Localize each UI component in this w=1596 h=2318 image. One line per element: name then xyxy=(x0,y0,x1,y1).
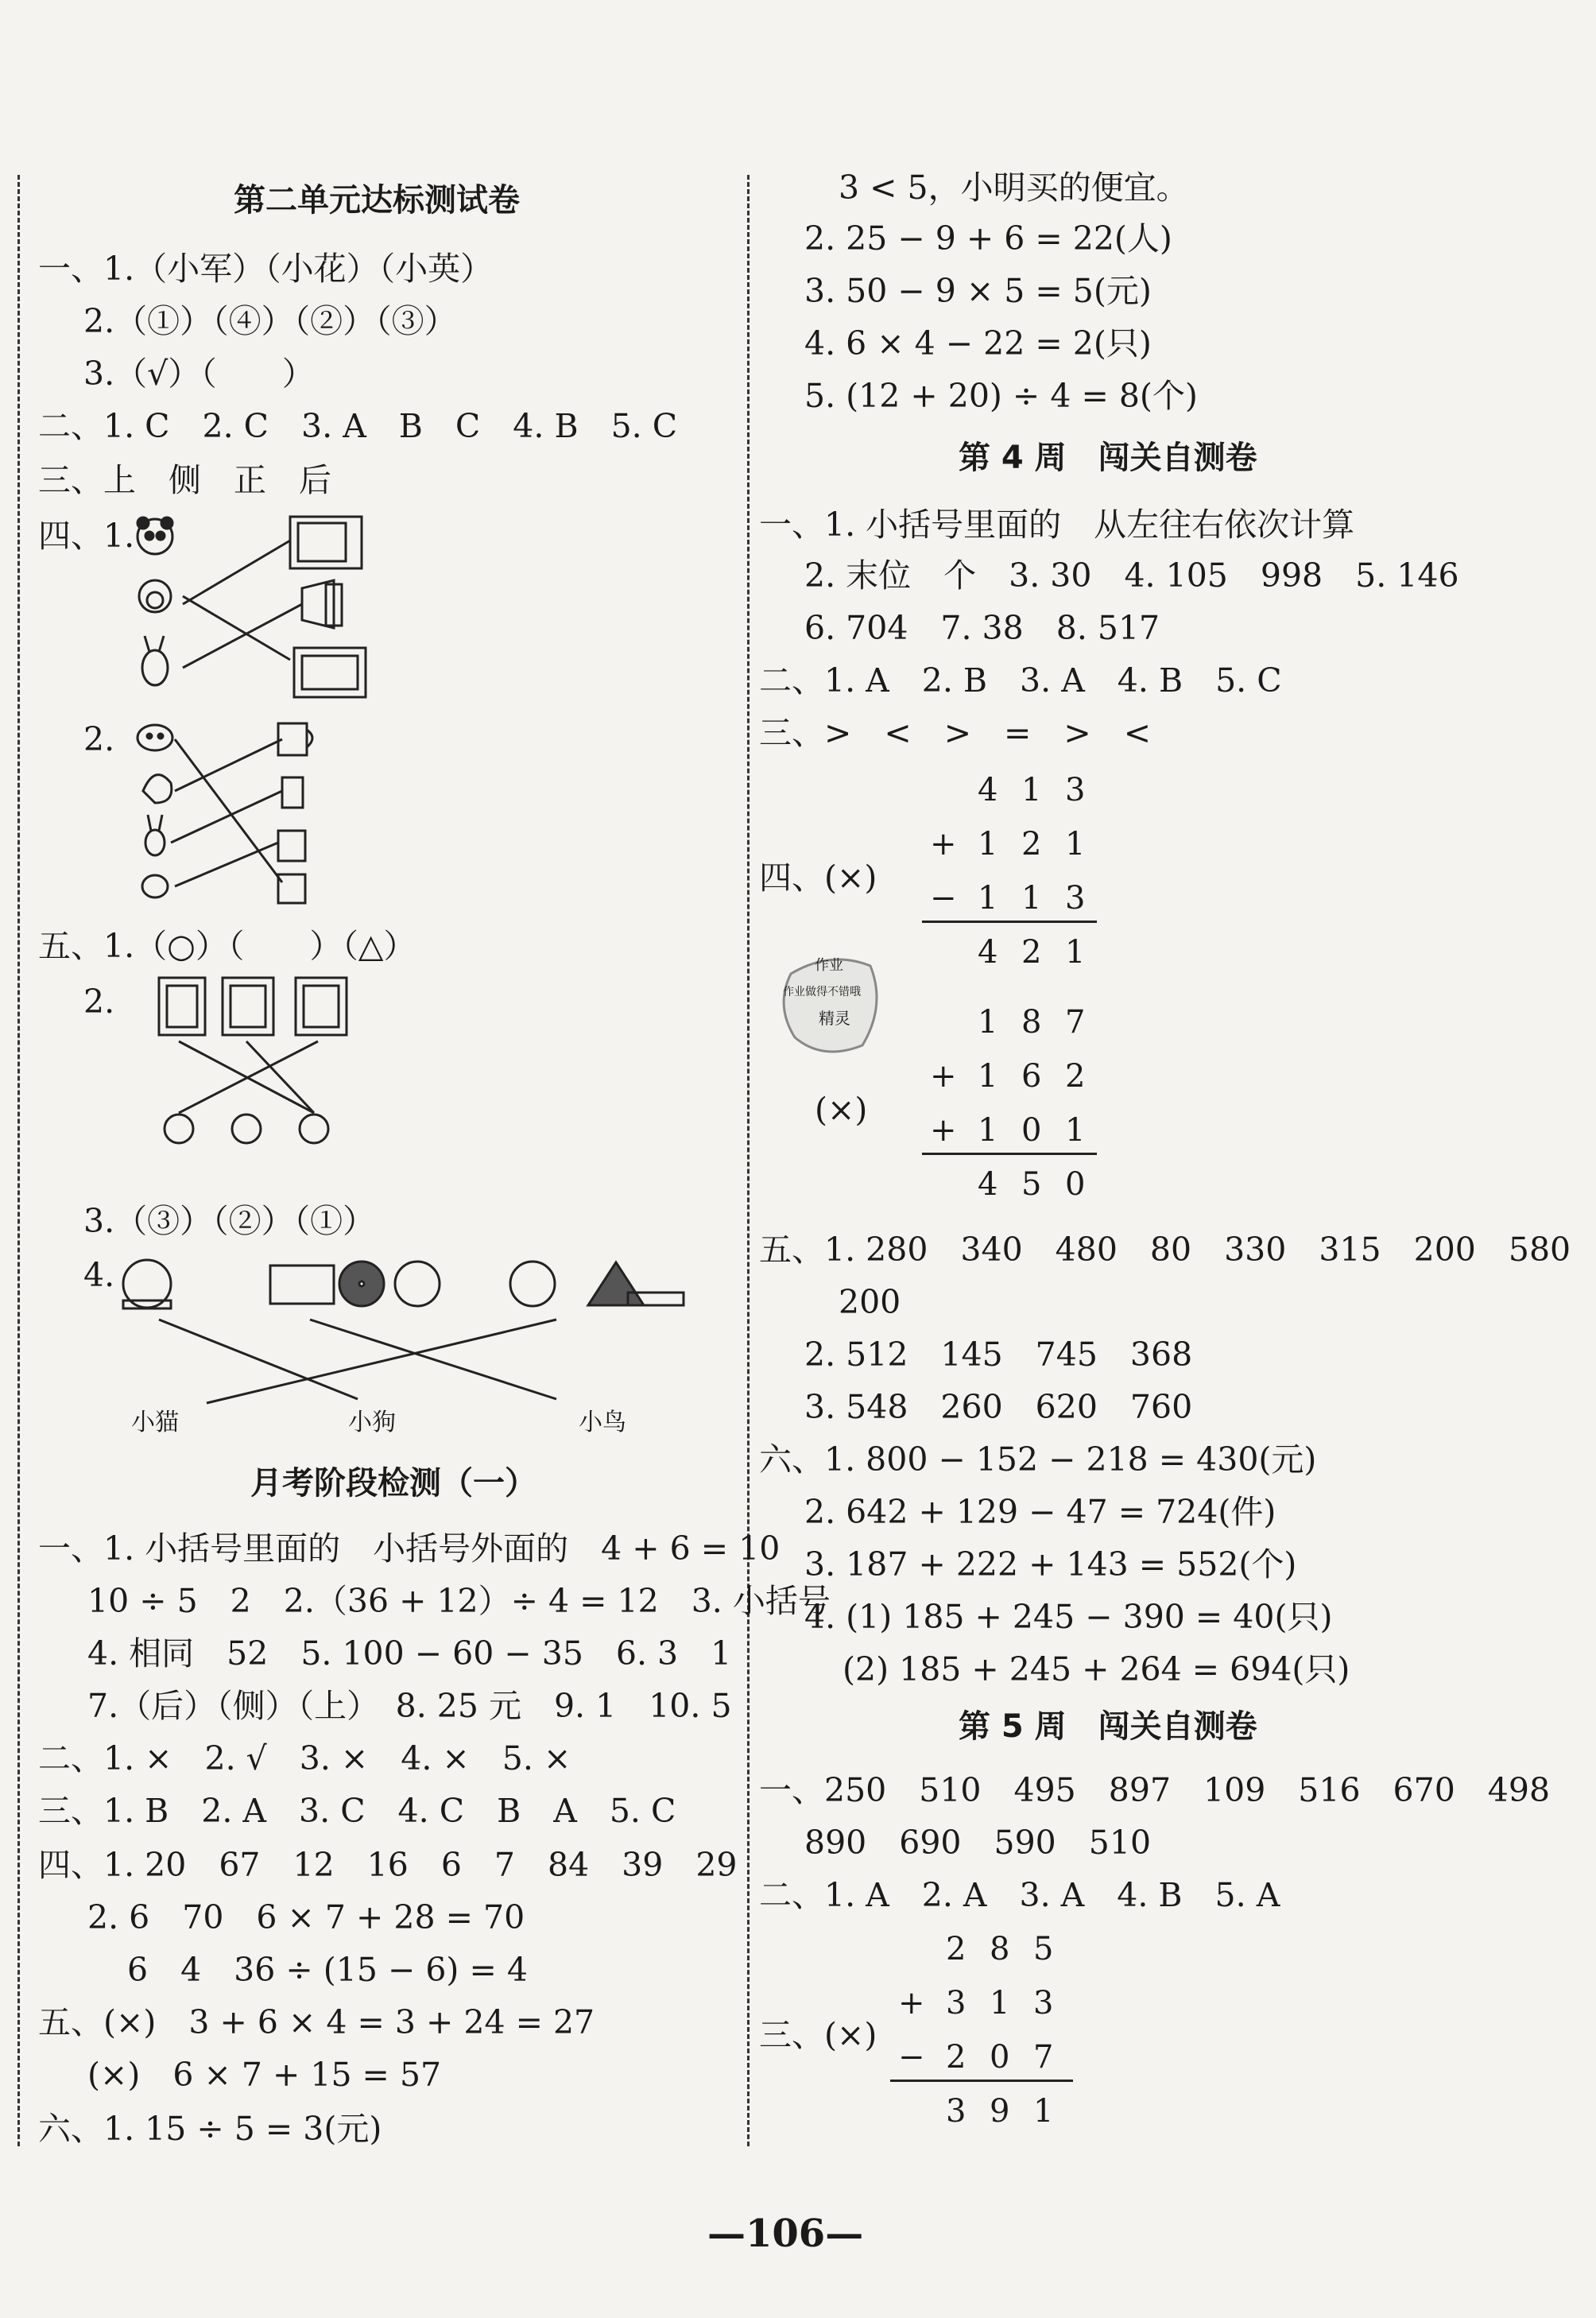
circle-icon xyxy=(510,1262,555,1306)
answer-line: 2.（①）（④）（②）（③） xyxy=(83,302,457,340)
calc-digit: 2 xyxy=(1065,1058,1086,1095)
calc-operator: + xyxy=(898,1985,925,2021)
calc-operator: − xyxy=(898,2039,925,2076)
answer-line: 890 690 590 510 xyxy=(804,1824,1152,1862)
answer-line: 六、1. 800 − 152 − 218 = 430(元) xyxy=(759,1440,1317,1479)
calc-digit: 6 xyxy=(1021,1058,1042,1095)
calc-digit: 4 xyxy=(978,934,998,971)
calc-digit: 9 xyxy=(990,2093,1010,2130)
answer-line: 5. (12 + 20) ÷ 4 = 8(个) xyxy=(804,377,1198,415)
calc-digit: 1 xyxy=(1021,880,1042,917)
calc-digit: 1 xyxy=(978,880,998,917)
monkey-icon xyxy=(139,580,171,612)
answer-line: 三、> < > = > < xyxy=(759,714,1152,752)
calc-digit: 1 xyxy=(1065,1112,1086,1149)
left-margin-dashed-line xyxy=(17,175,20,2146)
tv-back-icon xyxy=(294,648,366,697)
calc-digit: 4 xyxy=(978,772,998,808)
calc-digit: 8 xyxy=(990,1931,1010,1967)
answer-line: 2. xyxy=(83,720,115,758)
rectangle-icon xyxy=(270,1266,334,1304)
tv-icon xyxy=(290,517,362,568)
calc-digit: 3 xyxy=(946,1985,967,2021)
frame-icon xyxy=(296,978,347,1035)
calc-digit: 3 xyxy=(1065,772,1086,808)
answer-line: 二、1. A 2. A 3. A 4. B 5. A xyxy=(759,1876,1280,1914)
answer-line: 3.（√）（ ） xyxy=(83,355,315,393)
triangle-icon xyxy=(588,1262,644,1305)
answer-line: 三、1. B 2. A 3. C 4. C B A 5. C xyxy=(38,1792,676,1830)
animal-label: 小狗 xyxy=(348,1409,396,1436)
calc-digit: 1 xyxy=(978,1004,998,1041)
calc-digit: 1 xyxy=(978,1112,998,1149)
answer-line: 五、(×) 3 + 6 × 4 = 3 + 24 = 27 xyxy=(38,2003,595,2041)
child-side-icon xyxy=(232,1114,261,1143)
answer-line: 2. 25 − 9 + 6 = 22(人) xyxy=(804,219,1172,258)
animal-label: 小猫 xyxy=(131,1409,179,1436)
answer-line: 一、1. 小括号里面的 小括号外面的 4 + 6 = 10 xyxy=(38,1529,781,1568)
answer-line: 4. xyxy=(83,1256,115,1294)
shapes-view-diagram xyxy=(111,1248,699,1407)
calc-operator: + xyxy=(930,1112,957,1149)
cup-plain-icon xyxy=(278,874,305,903)
answer-line: 2. 末位 个 3. 30 4. 105 998 5. 146 xyxy=(804,556,1459,595)
answer-line: 3 < 5，小明买的便宜。 xyxy=(839,169,1189,207)
answer-line: 3. 187 + 222 + 143 = 552(个) xyxy=(804,1545,1297,1583)
stamp-text: 作业做得不错哦 xyxy=(783,986,861,998)
calc-rule xyxy=(890,2080,1073,2082)
answer-line: 6 4 36 ÷ (15 − 6) = 4 xyxy=(127,1951,528,1989)
calc-digit: 0 xyxy=(1021,1112,1042,1149)
answer-line: 2. 512 145 745 368 xyxy=(804,1335,1193,1374)
answer-line: 四、1. xyxy=(38,517,135,555)
dog-icon xyxy=(138,725,172,750)
vertical-calc-label: 三、(×) xyxy=(759,2016,877,2054)
rabbit-icon xyxy=(142,636,168,685)
calc-digit: 8 xyxy=(1021,1004,1042,1041)
answer-line: 4. (1) 185 + 245 − 390 = 40(只) xyxy=(804,1598,1333,1636)
answer-line: 五、1. 280 340 480 80 330 315 200 580 xyxy=(759,1231,1571,1269)
matching-diagram-1 xyxy=(127,509,382,707)
calc-digit: 3 xyxy=(1065,880,1086,917)
vertical-calc-label: (×) xyxy=(815,1091,868,1129)
rabbit-icon xyxy=(145,815,165,855)
answer-line: 二、1. × 2. √ 3. × 4. × 5. × xyxy=(38,1739,571,1777)
calc-digit: 1 xyxy=(1065,826,1086,862)
week4-title: 第 4 周 闯关自测卷 xyxy=(959,440,1257,476)
answer-line: 10 ÷ 5 2 2.（36 + 12）÷ 4 = 12 3. 小括号 xyxy=(87,1582,831,1620)
calc-digit: 0 xyxy=(990,2039,1010,2076)
matching-diagram-2 xyxy=(127,715,334,906)
answer-line: 二、1. A 2. B 3. A 4. B 5. C xyxy=(759,661,1282,700)
calc-rule xyxy=(922,921,1097,923)
page-number: —106— xyxy=(707,2211,864,2256)
calc-digit: 3 xyxy=(1033,1985,1054,2021)
calc-digit: 1 xyxy=(990,1985,1010,2021)
calc-digit: 1 xyxy=(1021,772,1042,808)
answer-line: 一、1.（小军）（小花）（小英） xyxy=(38,250,494,288)
kangaroo-icon xyxy=(142,875,168,897)
answer-line: 3.（③）（②）（①） xyxy=(83,1202,376,1240)
calc-digit: 1 xyxy=(1033,2093,1054,2130)
answer-line: 四、1. 20 67 12 16 6 7 84 39 29 xyxy=(38,1846,738,1884)
answer-line: 2. 642 + 129 − 47 = 724(件) xyxy=(804,1493,1276,1531)
cup-front-icon xyxy=(278,831,305,861)
column-divider-dashed-line xyxy=(747,175,750,2146)
calc-digit: 3 xyxy=(946,2093,967,2130)
answer-line: 3. 548 260 620 760 xyxy=(804,1388,1193,1426)
filled-circle-icon xyxy=(339,1262,384,1306)
answer-line: (×) 6 × 7 + 15 = 57 xyxy=(87,2056,442,2094)
answer-line: 五、1.（○）（ ）（△） xyxy=(38,927,416,965)
monthly-test-title: 月考阶段检测（一） xyxy=(250,1465,537,1502)
calc-digit: 5 xyxy=(1033,1931,1054,1967)
answer-line: 2. xyxy=(83,983,115,1021)
calc-digit: 7 xyxy=(1065,1004,1086,1041)
answer-line: 4. 相同 52 5. 100 − 60 − 35 6. 3 1 xyxy=(87,1634,732,1673)
child-back-icon xyxy=(165,1114,193,1143)
calc-operator: − xyxy=(930,880,957,917)
cup-icon xyxy=(278,723,312,755)
answer-line: 7.（后）（侧）（上） 8. 25 元 9. 1 10. 5 xyxy=(87,1687,732,1725)
circle-on-rect-icon xyxy=(123,1260,171,1308)
frames-matching-diagram xyxy=(143,970,413,1161)
answer-line: 4. 6 × 4 − 22 = 2(只) xyxy=(804,324,1152,362)
vertical-calc-label: 四、(×) xyxy=(759,859,877,897)
cup-side-icon xyxy=(282,777,303,808)
calc-digit: 2 xyxy=(946,2039,967,2076)
child-front-icon xyxy=(300,1114,328,1143)
calc-digit: 1 xyxy=(978,1058,998,1095)
week5-title: 第 5 周 闯关自测卷 xyxy=(959,1708,1257,1745)
answer-line: 二、1. C 2. C 3. A B C 4. B 5. C xyxy=(38,407,678,445)
squirrel-icon xyxy=(143,775,172,803)
stamp-text: 精灵 xyxy=(819,1009,850,1028)
calc-digit: 2 xyxy=(946,1931,967,1967)
calc-digit: 1 xyxy=(1065,934,1086,971)
answer-line: 2. 6 70 6 × 7 + 28 = 70 xyxy=(87,1898,525,1936)
calc-digit: 7 xyxy=(1033,2039,1054,2076)
frame-icon xyxy=(223,978,273,1035)
tv-side-icon xyxy=(302,580,342,628)
calc-operator: + xyxy=(930,1058,957,1095)
answer-line: 一、250 510 495 897 109 516 670 498 xyxy=(759,1771,1551,1809)
circle-icon xyxy=(395,1262,440,1306)
answer-line: 3. 50 − 9 × 5 = 5(元) xyxy=(804,272,1152,310)
answer-line: 200 xyxy=(839,1283,901,1321)
answer-line: 六、1. 15 ÷ 5 = 3(元) xyxy=(38,2110,382,2148)
answer-line: 一、1. 小括号里面的 从左往右依次计算 xyxy=(759,506,1355,544)
calc-digit: 2 xyxy=(1021,826,1042,862)
unit-test-title: 第二单元达标测试卷 xyxy=(234,182,520,219)
answer-line: 6. 704 7. 38 8. 517 xyxy=(804,609,1160,647)
frame-icon xyxy=(159,978,205,1035)
calc-operator: + xyxy=(930,826,957,862)
animal-label: 小鸟 xyxy=(579,1409,626,1436)
calc-digit: 4 xyxy=(978,1166,998,1203)
panda-icon xyxy=(138,517,172,554)
calc-rule xyxy=(922,1153,1097,1155)
stamp-text: 作业 xyxy=(815,957,843,974)
calc-digit: 2 xyxy=(1021,934,1042,971)
calc-digit: 0 xyxy=(1065,1166,1086,1203)
answer-line: 三、上 侧 正 后 xyxy=(38,461,331,499)
calc-digit: 1 xyxy=(978,826,998,862)
answer-line: (2) 185 + 245 + 264 = 694(只) xyxy=(843,1650,1350,1688)
calc-digit: 5 xyxy=(1021,1166,1042,1203)
